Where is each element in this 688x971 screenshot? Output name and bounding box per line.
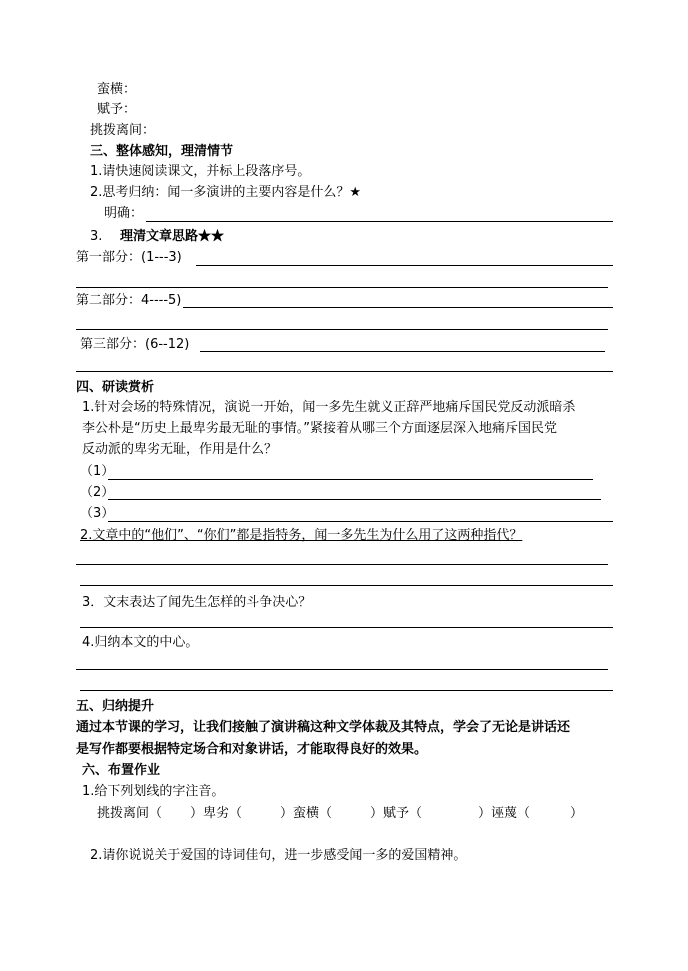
section-heading-summary: 五、归纳提升: [76, 699, 155, 714]
clarify-label: 明确：: [104, 206, 144, 221]
pinyin-word: ）蛮横（: [280, 806, 333, 821]
question-pinyin: 1.给下列划线的字注音。: [82, 784, 225, 799]
answer-line: [76, 371, 613, 372]
question-determination: 3．文末表达了闻先生怎样的斗争决心？: [82, 595, 312, 610]
answer-line: [200, 351, 605, 352]
answer-label-3: （3）: [80, 506, 115, 521]
question-pronouns: 2.文章中的“他们”、“你们”都是指特务，闻一多先生为什么用了这两种指代？: [80, 528, 523, 543]
summary-text-line: 是写作都要根据特定场合和对象讲话，才能取得良好的效果。: [76, 742, 428, 757]
part-three-label: 第三部分：(6--12): [80, 337, 190, 352]
answer-line: [146, 221, 613, 222]
answer-line: [196, 265, 613, 266]
question-number: 3.: [90, 229, 103, 244]
answer-line: [76, 564, 608, 565]
question-central-idea: 4.归纳本文的中心。: [82, 635, 199, 650]
answer-line: [76, 329, 608, 330]
part-one-label: 第一部分：(1---3): [76, 250, 182, 265]
answer-label-2: （2）: [80, 485, 115, 500]
pinyin-word: ）: [570, 806, 584, 821]
question-summarize: 2.思考归纳：闻一多演讲的主要内容是什么？★: [90, 185, 362, 200]
answer-line: [108, 499, 601, 500]
answer-line: [76, 669, 608, 670]
question-text-line: 反动派的卑劣无耻，作用是什么？: [82, 442, 278, 457]
vocab-item-fuyu: 赋予：: [97, 102, 137, 117]
question-read-quickly: 1.请快速阅读课文，并标上段落序号。: [90, 164, 311, 179]
vocab-item-manheng: 蛮横：: [97, 82, 137, 97]
question-structure: 理清文章思路★★: [120, 229, 225, 244]
vocab-item-tiaobo: 挑拨离间：: [90, 123, 156, 138]
section-heading-homework: 六、布置作业: [82, 763, 161, 778]
answer-line: [76, 287, 608, 288]
answer-label-1: （1）: [80, 464, 115, 479]
answer-line: [80, 690, 613, 691]
question-text-line: 1.针对会场的特殊情况，演说一开始，闻一多先生就义正辞严地痛斥国民党反动派暗杀: [82, 400, 576, 415]
section-heading-overview: 三、整体感知，理清情节: [90, 144, 234, 159]
answer-line: [108, 479, 593, 480]
summary-text-line: 通过本节课的学习，让我们接触了演讲稿这种文学体裁及其特点，学会了无论是讲话还: [76, 720, 571, 735]
section-heading-analysis: 四、研读赏析: [76, 380, 155, 395]
question-text-line: 李公朴是“历史上最卑劣最无耻的事情。”紧接着从哪三个方面逐层深入地痛斥国民党: [82, 421, 557, 436]
pinyin-word: ）诬蔑（: [478, 806, 531, 821]
part-two-label: 第二部分：4----5): [76, 293, 182, 308]
answer-line: [80, 627, 613, 628]
answer-line: [108, 521, 613, 522]
pinyin-word: 挑拨离间（: [97, 806, 163, 821]
question-poetry: 2.请你说说关于爱国的诗词佳句，进一步感受闻一多的爱国精神。: [90, 848, 467, 863]
answer-line: [80, 585, 613, 586]
answer-line: [183, 307, 613, 308]
pinyin-word: ）卑劣（: [190, 806, 243, 821]
pinyin-word: ）赋予（: [370, 806, 423, 821]
